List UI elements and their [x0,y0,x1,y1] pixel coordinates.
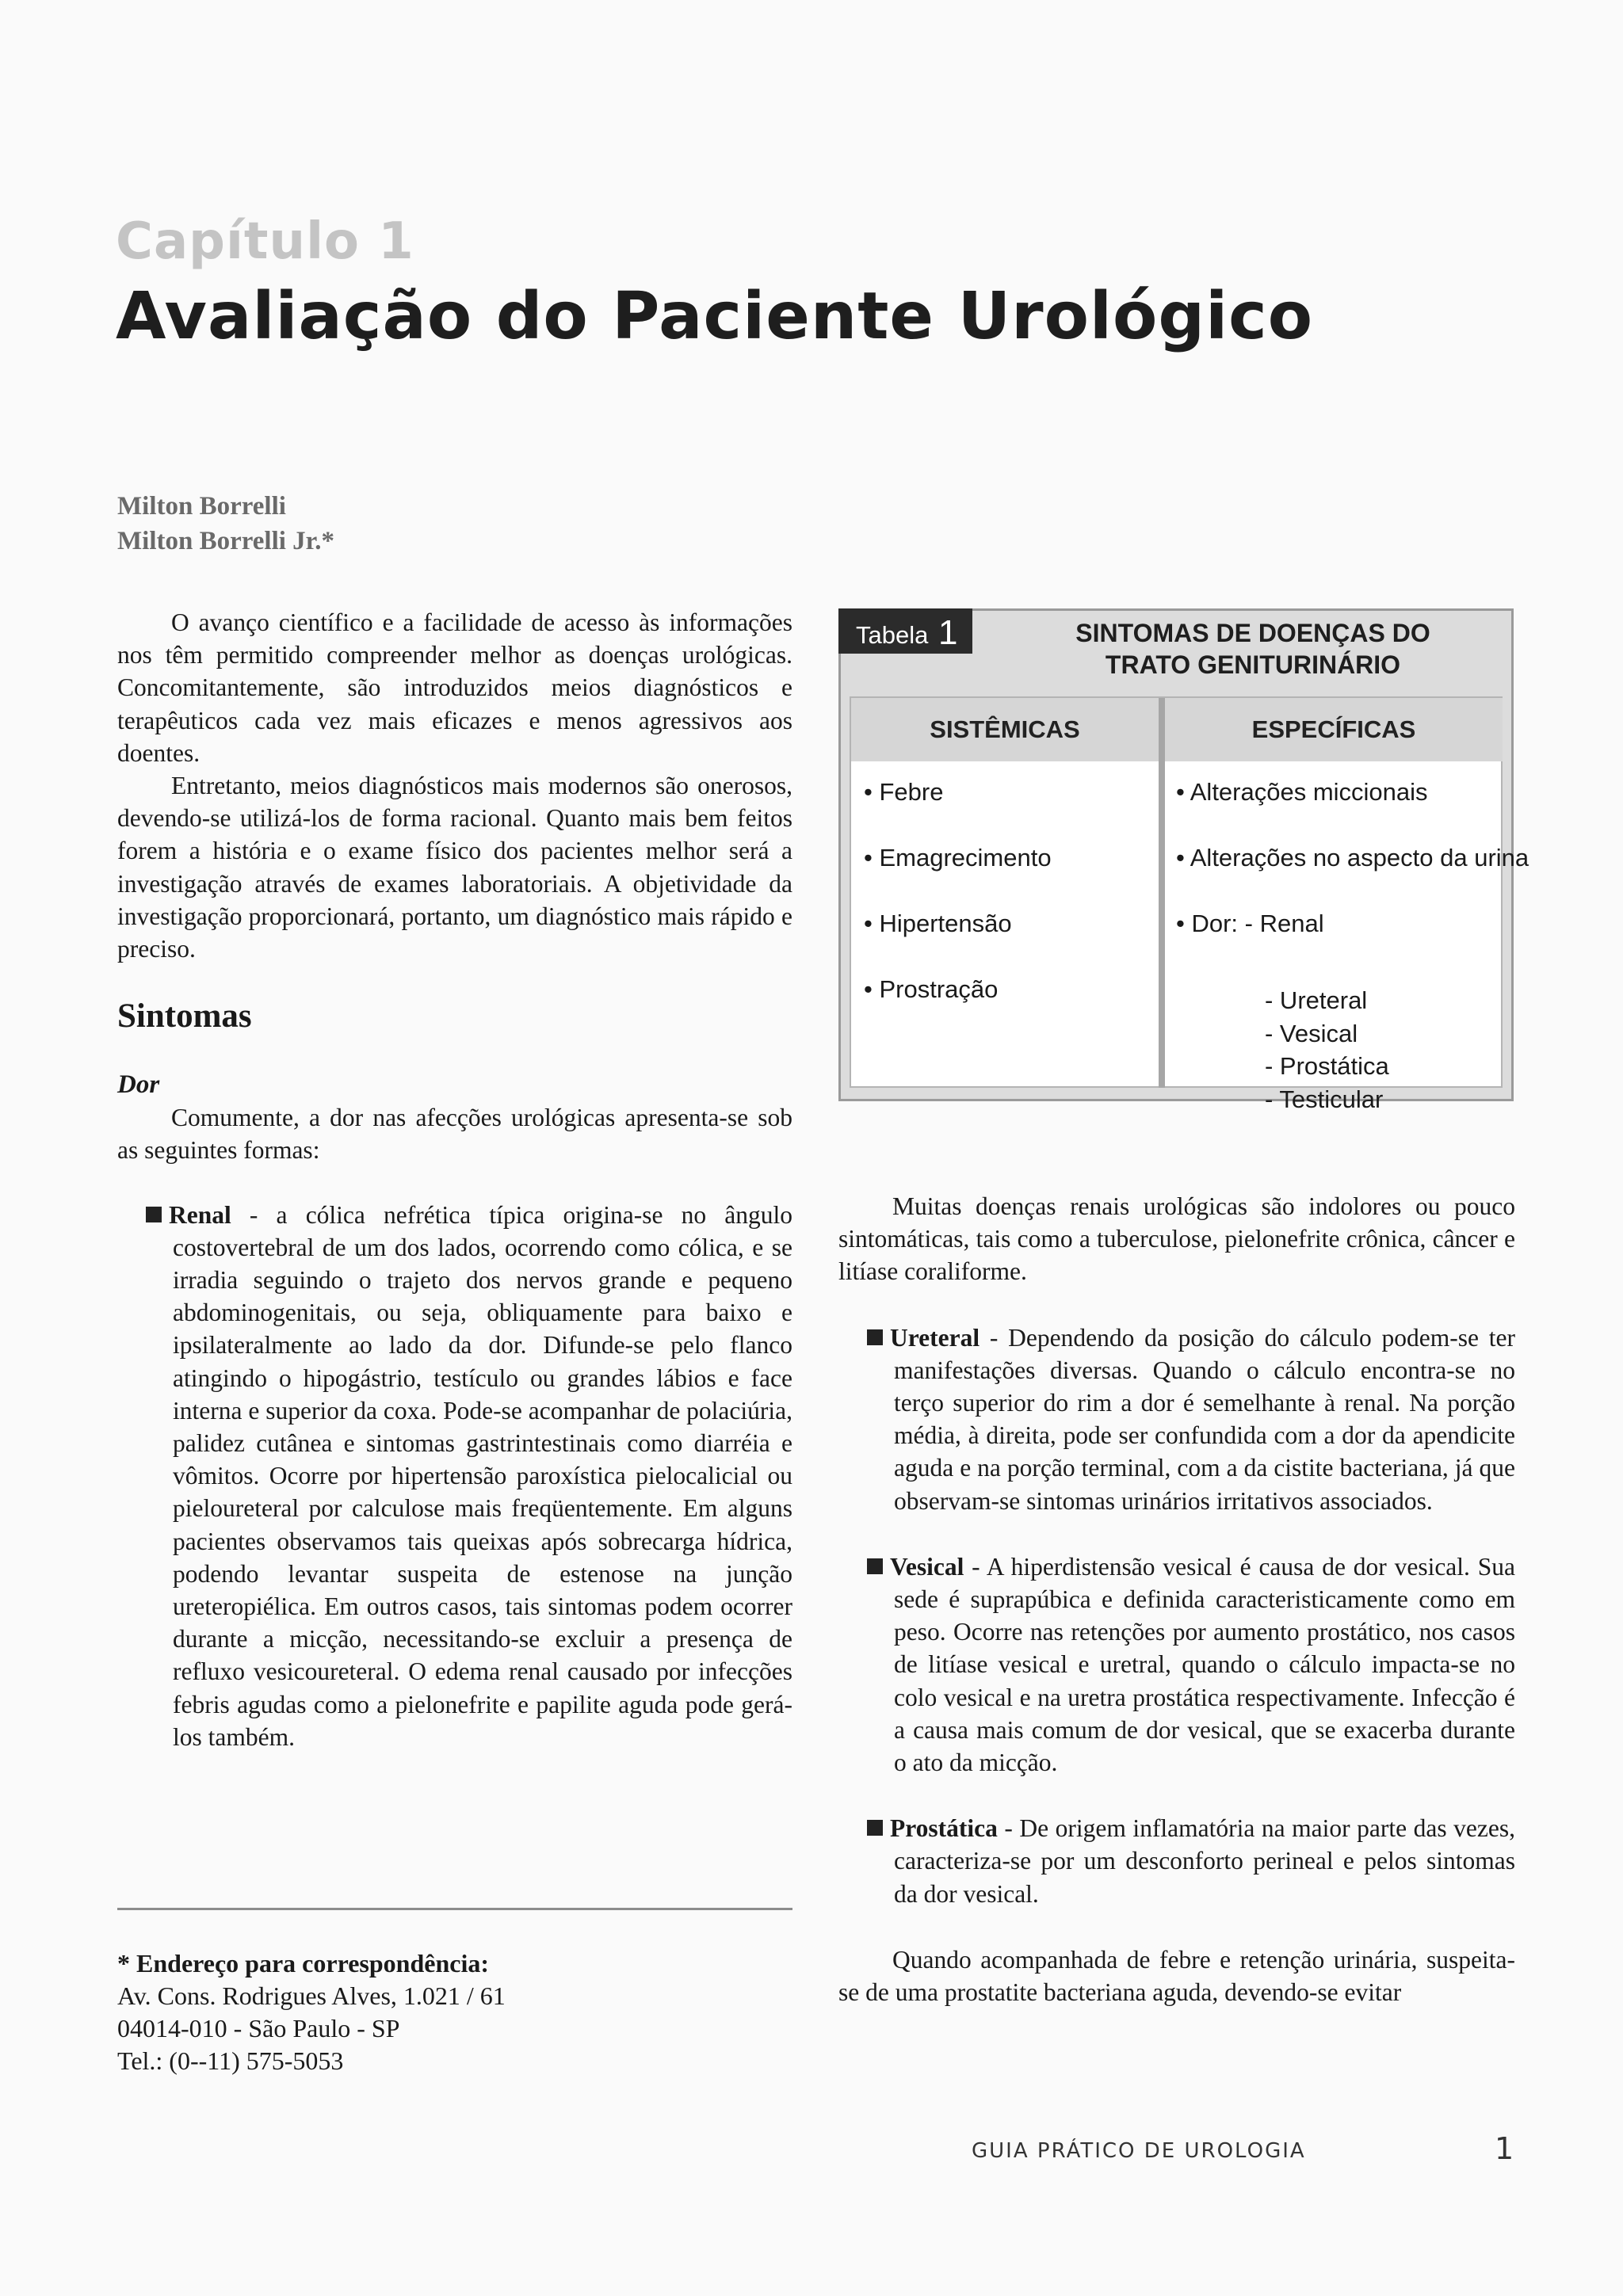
author-1: Milton Borrelli [117,492,286,521]
pain-subitems [1265,984,1389,1116]
table-title-line-2: TRATO GENITURINÁRIO [1105,650,1401,679]
closing-paragraph: Quando acompanhada de febre e retenção urinária, suspeita-se de uma prostatite bacteriana aguda, devendo-se evitar [838,1945,1515,2007]
vesical-label: Vesical [890,1552,964,1581]
page-number: 1 [1495,2131,1514,2166]
subheading-dor: Dor [117,1070,160,1100]
table-cell: • Alterações miccionais [1176,778,1428,806]
right-column [838,1190,1515,2008]
especificas-list [1176,777,1529,974]
renal-item [117,1199,792,1753]
table-cell: - Ureteral [1265,986,1368,1014]
column-divider [1159,698,1165,1088]
table-tab [838,608,972,654]
table-title-line-1: SINTOMAS DE DOENÇAS DO [1075,619,1430,647]
correspondence-label: * Endereço para correspondência: [117,1949,489,1978]
vesical-item [838,1550,1515,1779]
dor-intro-paragraph: Comumente, a dor nas afecções urológicas apresenta-se sob as seguintes formas: [117,1104,792,1165]
intro-paragraph-2: Entretanto, meios diagnósticos mais modernos são onerosos, devendo-se utilizá-los de forma racional. Quanto mais bem feitos forem a história e o exame físico dos pacientes melhor será a investigação através de exames laboratoriais. A objetividade da investigação proporcionará, portanto, um diagnóstico mais rápido e preciso. [117,772,792,963]
symptoms-table [838,608,1529,1113]
prostatica-item [838,1812,1515,1910]
sistemicas-list [864,777,1052,1040]
address-line-3: Tel.: (0--11) 575-5053 [117,2046,344,2075]
table-cell: - Vesical [1265,1019,1358,1047]
vesical-text: - A hiperdistensão vesical é causa de dor vesical. Sua sede é suprapúbica e definida caracteristicamente como em peso. Ocorre nas retenções por aumento prostático, nos casos de litíase vesical e uretral, quando o cálculo impacta-se no colo vesical e na uretra prostática respectivamente. Infecção é a causa mais comum de dor vesical, que se exacerba durante o ato da micção. [894,1552,1515,1777]
table-tab-number: 1 [938,613,958,652]
square-bullet-icon [146,1207,162,1222]
column-header-especificas: ESPECÍFICAS [1165,698,1503,761]
right-intro-paragraph: Muitas doenças renais urológicas são indolores ou pouco sintomáticas, tais como a tuberculose, pielonefrite crônica, câncer e litíase coraliforme. [838,1192,1515,1286]
intro-paragraph-1: O avanço científico e a facilidade de acesso às informações nos têm permitido compreender melhor as doenças urológicas. Concomitantemente, são introduzidos meios diagnósticos e terapêuticos cada vez mais eficazes e menos agressivos aos doentes. [117,608,792,767]
correspondence-address [117,1947,506,2077]
prostatica-text: - De origem inflamatória na maior parte das vezes, caracteriza-se por um desconforto perineal e pelos sintomas da dor vesical. [894,1814,1515,1908]
address-line-2: 04014-010 - São Paulo - SP [117,2014,400,2042]
table-cell: • Alterações no aspecto da urina [1176,844,1529,871]
author-2: Milton Borrelli Jr.* [117,527,335,555]
table-cell: • Dor: - Renal [1176,910,1324,937]
section-heading-sintomas: Sintomas [117,997,252,1035]
square-bullet-icon [867,1329,883,1345]
ureteral-label: Ureteral [890,1323,980,1352]
square-bullet-icon [867,1820,883,1836]
column-header-sistemicas: SISTÊMICAS [851,698,1159,761]
footer-brand: GUIA PRÁTICO DE UROLOGIA [972,2139,1306,2163]
table-cell: - Testicular [1265,1085,1384,1113]
chapter-title: Avaliação do Paciente Urológico [116,279,1314,354]
table-cell: • Febre [864,778,944,806]
table-tab-word: Tabela [856,621,929,649]
ureteral-item [838,1322,1515,1517]
table-cell: • Prostração [864,975,999,1003]
table-cell: • Hipertensão [864,910,1012,937]
left-column [117,606,792,1753]
footnote-divider [117,1908,792,1910]
square-bullet-icon [867,1558,883,1574]
ureteral-text: - Dependendo da posição do cálculo podem-se ter manifestações diversas. Quando o cálculo encontra-se no terço superior do rim a dor é semelhante à renal. Na porção média, à direita, pode ser confundida com a dor da apendicite aguda e na porção terminal, com a da cistite bacteriana, já que observam-se sintomas urinários irritativos associados. [894,1323,1515,1515]
table-cell: - Prostática [1265,1052,1389,1080]
table-body [850,696,1529,1113]
address-line-1: Av. Cons. Rodrigues Alves, 1.021 / 61 [117,1981,506,2010]
renal-text: - a cólica nefrética típica origina-se no ângulo costovertebral de um dos lados, ocorrendo como cólica, e se irradia seguindo o trajeto dos nervos grande e pequeno abdominogenitais, ou seja, obliquamente para baixo e ipsilateralmente ao lado da dor. Difunde-se pelo flanco atingindo o hipogástrio, testículo ou grandes lábios e face interna e superior da coxa. Pode-se acompanhar de polaciúria, palidez cutânea e sintomas gastrintestinais como diarréia e vômitos. Ocorre por hipertensão paroxística pielocalicial ou pieloureteral por calculose mais freqüentemente. Em alguns pacientes observamos tais queixas após sobrecarga hídrica, podendo levantar suspeita de estenose na junção ureteropiélica. Em outros casos, tais sintomas podem ocorrer durante a micção, necessitando-se excluir a presença de refluxo vesicoureteral. O edema renal causado por infecções febris agudas como a pielonefrite e papilite aguda pode gerá-los também. [173,1200,792,1751]
chapter-number: Capítulo 1 [116,212,414,271]
prostatica-label: Prostática [890,1814,998,1843]
table-cell: • Emagrecimento [864,844,1052,871]
table-title [1015,617,1491,681]
renal-label: Renal [169,1200,231,1229]
authors [117,489,334,559]
